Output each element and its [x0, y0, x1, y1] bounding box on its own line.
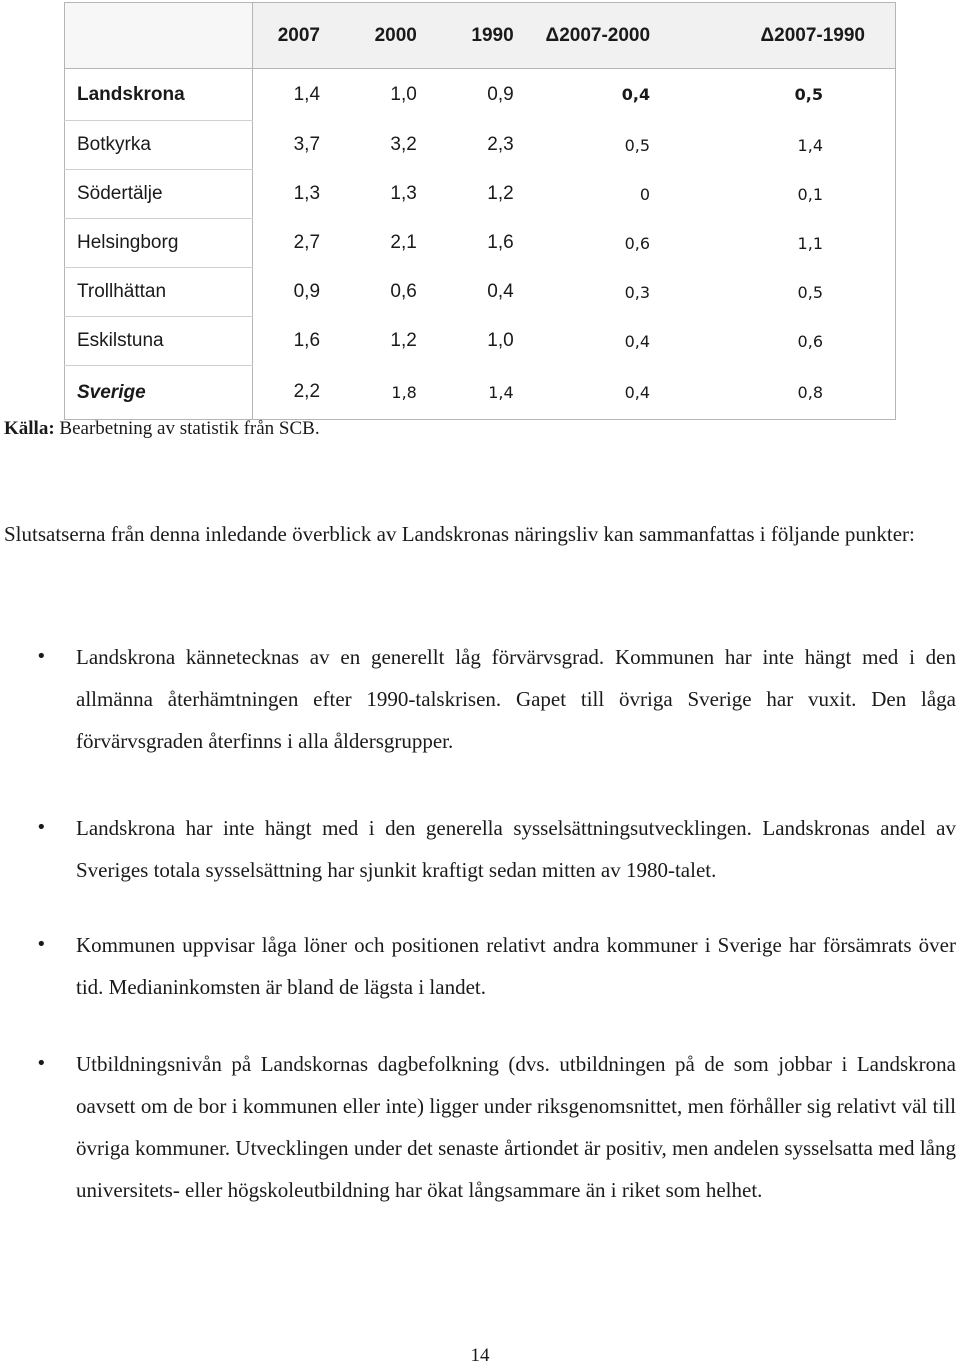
table-cell: 0,5: [650, 69, 895, 121]
table-cell: 1,4: [293, 83, 321, 105]
table-cell: 0,9: [293, 281, 321, 302]
table-row: [65, 317, 896, 366]
list-item-text: Kommunen uppvisar låga löner och positionen relativt andra kommuner i Sverige har försämrats över tid. Medianinkomsten är bland de lägsta i landet.: [76, 933, 956, 999]
table-cell: 0,5: [650, 268, 895, 317]
table-row: [65, 121, 896, 170]
table-cell: 2,1: [390, 232, 417, 253]
list-item: [36, 924, 956, 1008]
table-cell: 1,8: [320, 366, 417, 420]
table-row: [65, 268, 896, 317]
list-item-text: Utbildningsnivån på Landskornas dagbefolkning (dvs. utbildningen på de som jobbar i Landskrona oavsett om de bor i kommunen eller inte) ligger under riksgenomsnittet, men förhåller sig relativt väl till övriga kommuner. Utvecklingen under det senaste årtiondet är positiv, men andelen sysselsatta med lång universitets- eller högskoleutbildning har ökat långsammare än i riket som helhet.: [76, 1052, 956, 1202]
list-item-text: Landskrona kännetecknas av en generellt låg förvärvsgrad. Kommunen har inte hängt med i den allmänna återhämtningen efter 1990-talskrisen. Gapet till övriga Sverige har vuxit. Den låga förvärvsgraden återfinns i alla åldersgrupper.: [76, 645, 956, 753]
row-label: Södertälje: [65, 170, 253, 219]
table-cell: 0,1: [650, 170, 895, 219]
source-label: Källa:: [4, 418, 55, 439]
column-header: 2000: [320, 3, 417, 69]
row-label: Botkyrka: [65, 121, 253, 170]
list-item-text: Landskrona har inte hängt med i den generella sysselsättningsutvecklingen. Landskronas andel av Sveriges totala sysselsättning har sjunkit kraftigt sedan mitten av 1980-talet.: [76, 816, 956, 882]
table-cell: 1,6: [293, 330, 321, 351]
bullet-icon: •: [36, 934, 47, 955]
table-cell: 1,6: [487, 232, 514, 253]
row-label: Sverige: [65, 366, 253, 420]
table-cell: 1,4: [417, 366, 514, 420]
list-item: [36, 1043, 956, 1211]
table-cell: 1,0: [487, 330, 514, 351]
table-source-note: [4, 418, 320, 440]
bullet-icon: •: [36, 1053, 47, 1074]
list-item: [36, 807, 956, 891]
table-cell: 0,3: [624, 282, 651, 302]
table-cell: 1,4: [650, 121, 895, 170]
row-label: Trollhättan: [65, 268, 253, 317]
column-header: Δ2007-2000: [514, 3, 650, 69]
table-cell: 0,9: [487, 83, 514, 105]
table-cell: 0,4: [624, 331, 651, 351]
row-label: Helsingborg: [65, 219, 253, 268]
table-cell: 1,2: [390, 330, 417, 351]
table-cell: 2,3: [487, 134, 514, 155]
source-text: Bearbetning av statistik från SCB.: [54, 418, 320, 439]
table-cell: 3,2: [390, 134, 417, 155]
table-cell: 2,7: [293, 232, 321, 253]
table-cell: 0: [639, 184, 651, 204]
table-cell: 0,6: [650, 317, 895, 366]
row-label: Eskilstuna: [65, 317, 253, 366]
statistics-table: [64, 2, 896, 420]
table-cell: 0,4: [621, 85, 651, 105]
table-row-total: [65, 366, 896, 420]
table-cell: 0,4: [487, 281, 514, 302]
table-cell: 1,0: [390, 83, 417, 105]
table-row: [65, 69, 896, 121]
table-cell: 0,5: [624, 135, 651, 155]
column-header: Δ2007-1990: [650, 3, 895, 69]
row-label: Landskrona: [65, 69, 253, 121]
table-cell: 0,8: [650, 366, 895, 420]
table-cell: 0,6: [390, 281, 417, 302]
table-row: [65, 170, 896, 219]
table-corner-cell: [65, 3, 253, 69]
table-cell: 0,4: [514, 366, 650, 420]
bullet-icon: •: [36, 817, 47, 838]
column-header: 1990: [417, 3, 514, 69]
page-number: 14: [470, 1345, 490, 1366]
table-cell: 3,7: [293, 134, 321, 155]
table-cell: 1,3: [390, 183, 417, 204]
bullet-icon: •: [36, 646, 47, 667]
table-cell: 1,1: [650, 219, 895, 268]
table-header-row: [65, 3, 896, 69]
table-row: [65, 219, 896, 268]
column-header: 2007: [252, 3, 320, 69]
table-cell: 1,3: [293, 183, 321, 204]
table-cell: 2,2: [252, 366, 320, 420]
table-cell: 1,2: [487, 183, 514, 204]
list-item: [36, 636, 956, 762]
table-cell: 0,6: [624, 233, 651, 253]
intro-paragraph: Slutsatserna från denna inledande överblick av Landskronas näringsliv kan sammanfattas i följande punkter:: [4, 522, 915, 546]
